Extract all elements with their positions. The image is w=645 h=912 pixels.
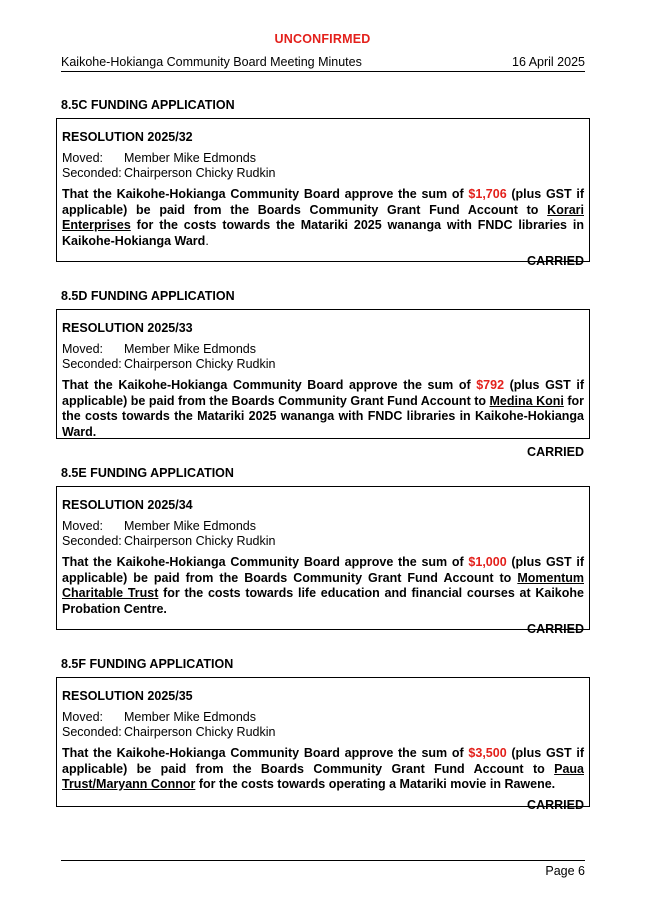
- resolution-number: RESOLUTION 2025/34: [62, 498, 193, 512]
- resolution-text-end: for the costs towards the Matariki 2025 wananga with FNDC libraries in Kaikohe-Hokianga Ward: [62, 218, 584, 248]
- section-title-8-5d: 8.5D FUNDING APPLICATION: [61, 289, 235, 303]
- section-title-8-5f: 8.5F FUNDING APPLICATION: [61, 657, 234, 671]
- resolution-text: [62, 555, 584, 617]
- resolution-box-2025-34: [56, 486, 590, 636]
- moved-label: Moved:: [62, 151, 103, 165]
- resolution-text-end: for the costs towards life education and financial courses at Kaikohe Probation Centre.: [62, 586, 584, 616]
- seconded-line: [62, 357, 584, 372]
- page-number: Page 6: [545, 864, 585, 878]
- grant-amount: $792: [476, 378, 505, 392]
- seconded-label: Seconded:: [62, 534, 122, 548]
- page-header: [61, 55, 585, 72]
- resolution-text-middle: (plus GST if applicable) be paid from the Boards Community Grant Fund Account to: [62, 555, 585, 585]
- resolution-text: [62, 746, 584, 793]
- moved-line: [62, 519, 584, 534]
- payee: Paua Trust/Maryann Connor: [62, 761, 584, 791]
- grant-amount: $3,500: [468, 746, 507, 760]
- moved-line: [62, 151, 584, 166]
- seconded-label: Seconded:: [62, 725, 122, 739]
- seconded-by: Chairperson Chicky Rudkin: [124, 166, 276, 180]
- resolution-box-2025-35: [56, 677, 590, 812]
- payee: Korari Enterprises: [62, 202, 584, 232]
- resolution-text-start: That the Kaikohe-Hokianga Community Board approve the sum of: [62, 555, 469, 569]
- resolution-text: [62, 187, 584, 249]
- moved-label: Moved:: [62, 342, 103, 356]
- seconded-label: Seconded:: [62, 357, 122, 371]
- unconfirmed-label: UNCONFIRMED: [274, 32, 371, 46]
- section-title-8-5c: 8.5C FUNDING APPLICATION: [61, 98, 235, 112]
- document-title: Kaikohe-Hokianga Community Board Meeting Minutes: [61, 55, 362, 69]
- seconded-line: [62, 725, 584, 740]
- seconded-by: Chairperson Chicky Rudkin: [124, 534, 276, 548]
- resolution-box-2025-32: [56, 118, 590, 268]
- resolution-text-end: for the costs towards the Matariki 2025 wananga with FNDC libraries in Kaikohe-Hokianga Ward.: [62, 393, 584, 439]
- resolution-text-start: That the Kaikohe-Hokianga Community Board approve the sum of: [62, 187, 469, 201]
- seconded-line: [62, 166, 584, 181]
- carried-label: CARRIED: [527, 797, 584, 812]
- seconded-by: Chairperson Chicky Rudkin: [124, 725, 276, 739]
- resolution-number: RESOLUTION 2025/32: [62, 130, 193, 144]
- resolution-text-middle: (plus GST if applicable) be paid from the Boards Community Grant Fund Account to: [62, 187, 585, 217]
- grant-amount: $1,706: [468, 187, 507, 201]
- resolution-text-start: That the Kaikohe-Hokianga Community Board approve the sum of: [62, 746, 469, 760]
- resolution-text-start: That the Kaikohe-Hokianga Community Board approve the sum of: [62, 378, 477, 392]
- carried-label: CARRIED: [527, 445, 584, 459]
- moved-by: Member Mike Edmonds: [124, 342, 256, 356]
- moved-by: Member Mike Edmonds: [124, 519, 256, 533]
- payee: Medina Koni: [489, 393, 564, 408]
- moved-by: Member Mike Edmonds: [124, 710, 256, 724]
- resolution-number: RESOLUTION 2025/35: [62, 689, 193, 703]
- page-footer: [61, 860, 585, 878]
- moved-line: [62, 342, 584, 357]
- section-title-8-5e: 8.5E FUNDING APPLICATION: [61, 466, 234, 480]
- carried-label: CARRIED: [527, 254, 584, 268]
- resolution-text-end: for the costs towards operating a Matariki movie in Rawene.: [195, 777, 556, 791]
- moved-line: [62, 710, 584, 725]
- resolution-text-period: .: [205, 233, 209, 248]
- seconded-by: Chairperson Chicky Rudkin: [124, 357, 276, 371]
- resolution-text-middle: (plus GST if applicable) be paid from the Boards Community Grant Fund Account to: [62, 746, 585, 776]
- seconded-line: [62, 534, 584, 549]
- moved-label: Moved:: [62, 710, 103, 724]
- moved-by: Member Mike Edmonds: [124, 151, 256, 165]
- resolution-number: RESOLUTION 2025/33: [62, 321, 193, 335]
- payee: Momentum Charitable Trust: [62, 570, 584, 600]
- grant-amount: $1,000: [468, 555, 507, 569]
- moved-label: Moved:: [62, 519, 103, 533]
- seconded-label: Seconded:: [62, 166, 122, 180]
- meeting-date: 16 April 2025: [512, 55, 585, 69]
- carried-label: CARRIED: [527, 622, 584, 636]
- resolution-text: [62, 378, 584, 440]
- resolution-box-2025-33: [56, 309, 590, 459]
- resolution-text-middle: (plus GST if applicable) be paid from the Boards Community Grant Fund Account to: [62, 378, 585, 408]
